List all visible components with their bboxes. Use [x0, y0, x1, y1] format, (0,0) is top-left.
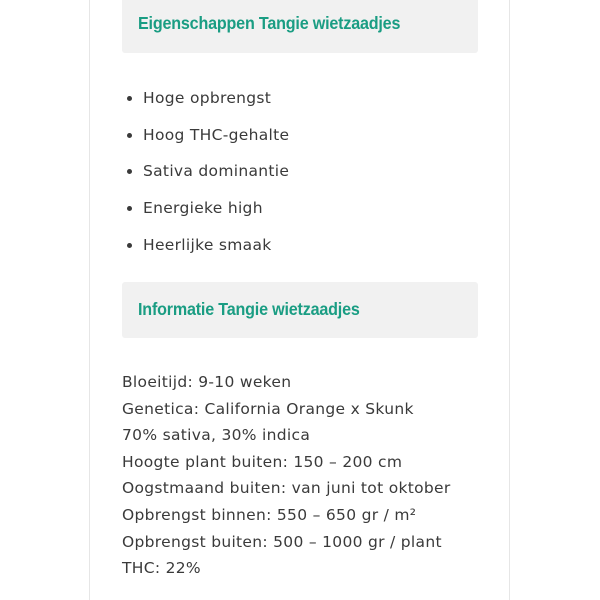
list-item-label: Sativa dominantie: [143, 162, 290, 181]
list-item-label: Heerlijke smaak: [143, 235, 272, 254]
info-line-sativa-indica-ratio: 70% sativa, 30% indica: [122, 426, 311, 445]
list-item: [122, 123, 289, 160]
bullet-icon: [127, 133, 132, 138]
list-item: [122, 196, 289, 233]
bullet-icon: [127, 96, 132, 101]
info-line-genetics: Genetica: California Orange x Skunk: [122, 399, 414, 418]
bullet-icon: [127, 243, 132, 248]
info-heading: Informatie Tangie wietzaadjes: [138, 299, 360, 319]
list-item: [122, 233, 289, 270]
list-item-label: Energieke high: [143, 199, 263, 218]
properties-list: [122, 86, 289, 269]
info-line-outdoor-height: Hoogte plant buiten: 150 – 200 cm: [122, 452, 403, 471]
list-item: [122, 86, 289, 123]
list-item-label: Hoge opbrengst: [143, 89, 272, 107]
bullet-icon: [127, 206, 132, 211]
bullet-icon: [127, 169, 132, 174]
info-line-outdoor-harvest: Oogstmaand buiten: van juni tot oktober: [122, 479, 451, 498]
properties-heading: Eigenschappen Tangie wietzaadjes: [138, 13, 401, 33]
info-line-outdoor-yield: Opbrengst buiten: 500 – 1000 gr / plant: [122, 532, 442, 551]
info-line-indoor-yield: Opbrengst binnen: 550 – 650 gr / m²: [122, 505, 417, 524]
info-details: [122, 370, 451, 583]
info-line-thc: THC: 22%: [122, 559, 201, 578]
info-line-flowering-time: Bloeitijd: 9-10 weken: [122, 373, 292, 391]
list-item: [122, 159, 289, 196]
properties-heading-box: [122, 0, 478, 53]
info-heading-box: [122, 282, 478, 338]
list-item-label: Hoog THC-gehalte: [143, 125, 290, 144]
